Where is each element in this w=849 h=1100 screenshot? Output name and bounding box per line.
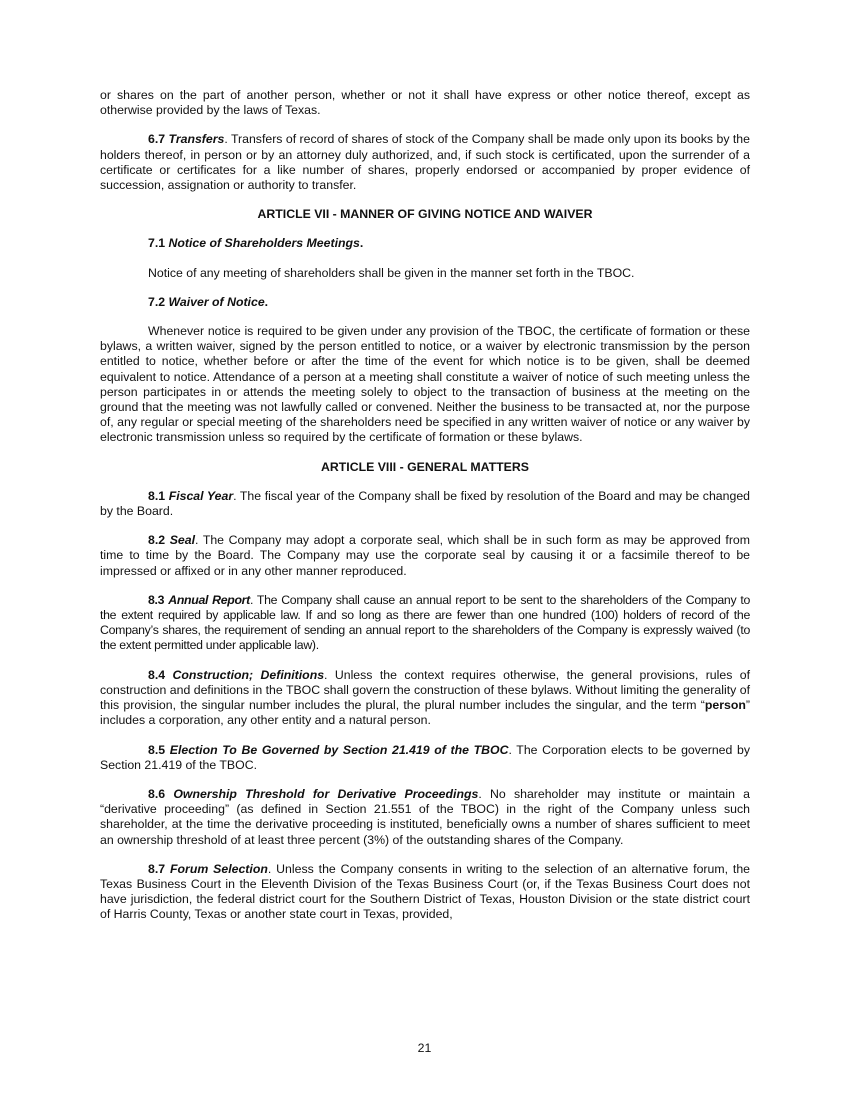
section-number: 8.7 <box>148 861 166 876</box>
section-dot: . <box>359 236 364 251</box>
section-heading: Waiver of Notice <box>168 294 265 309</box>
section-heading: Seal <box>169 533 196 548</box>
section-heading: Annual Report <box>168 592 250 607</box>
section-number: 8.4 <box>148 667 166 682</box>
document-page <box>100 88 750 937</box>
section-heading: Fiscal Year <box>168 488 234 503</box>
section-number: 8.6 <box>148 786 166 801</box>
section-text: . The Company shall cause an annual report to be sent to the shareholders of the Company to the extent required by applicable law. If and so long as there are fewer than one hundred (100) holders of record of the Company’s shares, the requirement of sending an annual report to the shareholders of the Company is expressly waived (to the extent permitted under applicable law). <box>100 592 750 653</box>
section-text-continued: ” includes a corporation, any other entity and a natural person. <box>100 698 750 728</box>
section-text: . The Company may adopt a corporate seal, which shall be in such form as may be approved from time to time by the Board. The Company may use the corporate seal by causing it or a facsimile thereof to be impressed or affixed or in any other manner reproduced. <box>100 533 750 578</box>
section-heading: Forum Selection <box>170 861 268 876</box>
section-number: 8.1 <box>148 488 166 503</box>
section-7-1-heading <box>148 236 750 251</box>
section-heading: Ownership Threshold for Derivative Proceedings <box>173 786 479 801</box>
section-8-6 <box>100 787 750 848</box>
page-number: 21 <box>417 1041 432 1055</box>
article-vii-heading: ARTICLE VII - MANNER OF GIVING NOTICE AND WAIVER <box>257 207 593 222</box>
section-7-2-text: Whenever notice is required to be given under any provision of the TBOC, the certificate of formation or these bylaws, a written waiver, signed by the person entitled to notice, or a waiver by electronic transmission by the person entitled to notice, whether before or after the time of the event for which notice is to be given, shall be deemed equivalent to notice. Attendance of a person at a meeting shall constitute a waiver of notice of such meeting unless the person participates in or attends the meeting solely to object to the transaction of business at the meeting on the ground that the meeting was not lawfully called or convened. Neither the business to be transacted at, nor the purpose of, any regular or special meeting of the shareholders need be specified in any written waiver of notice or any waiver by electronic transmission unless so required by the certificate of formation or these bylaws. <box>100 324 750 445</box>
section-text: . The fiscal year of the Company shall be fixed by resolution of the Board and may be changed by the Board. <box>100 488 750 519</box>
section-heading: Transfers <box>168 132 225 147</box>
section-heading: Notice of Shareholders Meetings <box>168 236 360 251</box>
section-text: . The Corporation elects to be governed by Section 21.419 of the TBOC. <box>100 742 750 772</box>
section-8-5 <box>100 743 750 773</box>
section-dot: . <box>264 294 269 309</box>
section-heading: Election To Be Governed by Section 21.419 of the TBOC <box>169 742 509 757</box>
section-8-7 <box>100 862 750 923</box>
section-text: . Unless the Company consents in writing to the selection of an alternative forum, the Texas Business Court in the Eleventh Division of the Texas Business Court (or, if the Texas Business Court does not have jurisdiction, the federal district court for the Southern District of Texas, Houston Division or the state district court of Harris County, Texas or another state court in Texas, provided, <box>100 861 750 922</box>
section-text: . No shareholder may institute or maintain a “derivative proceeding” (as defined in Section 21.551 of the TBOC) in the right of the Company unless such shareholder, at the time the derivative proceeding is instituted, beneficially owns a number of shares sufficient to meet an ownership threshold of at least three percent (3%) of the outstanding shares of the Company. <box>100 786 750 847</box>
section-8-2 <box>100 533 750 579</box>
section-number: 7.1 <box>148 236 166 251</box>
section-text: . Transfers of record of shares of stock of the Company shall be made only upon its books by the holders thereof, in person or by an attorney duly authorized, and, if such stock is certificated, upon the surrender of a certificate or certificates for a like number of shares, properly endorsed or accompanied by proper evidence of succession, assignation or authority to transfer. <box>100 132 750 193</box>
section-8-3 <box>100 593 750 654</box>
section-8-1 <box>100 489 750 519</box>
section-number: 6.7 <box>148 132 166 147</box>
section-8-4 <box>100 668 750 729</box>
article-viii-heading: ARTICLE VIII - GENERAL MATTERS <box>321 459 529 474</box>
section-number: 8.3 <box>148 592 165 607</box>
section-number: 8.2 <box>148 533 166 548</box>
section-6-7 <box>100 132 750 193</box>
section-number: 8.5 <box>148 742 166 757</box>
section-text: . Unless the context requires otherwise, the general provisions, rules of construction and definitions in the TBOC shall govern the construction of these bylaws. Without limiting the generality of this provision, the singular number includes the plural, the plural number includes the singular, and the term “ <box>100 667 750 713</box>
section-number: 7.2 <box>148 294 166 309</box>
defined-term: person <box>704 698 746 713</box>
section-7-2-heading <box>148 295 750 310</box>
section-heading: Construction; Definitions <box>172 667 325 682</box>
paragraph-continuation: or shares on the part of another person, whether or not it shall have express or other notice thereof, except as otherwise provided by the laws of Texas. <box>100 88 750 118</box>
section-7-1-text: Notice of any meeting of shareholders shall be given in the manner set forth in the TBOC. <box>148 265 635 280</box>
